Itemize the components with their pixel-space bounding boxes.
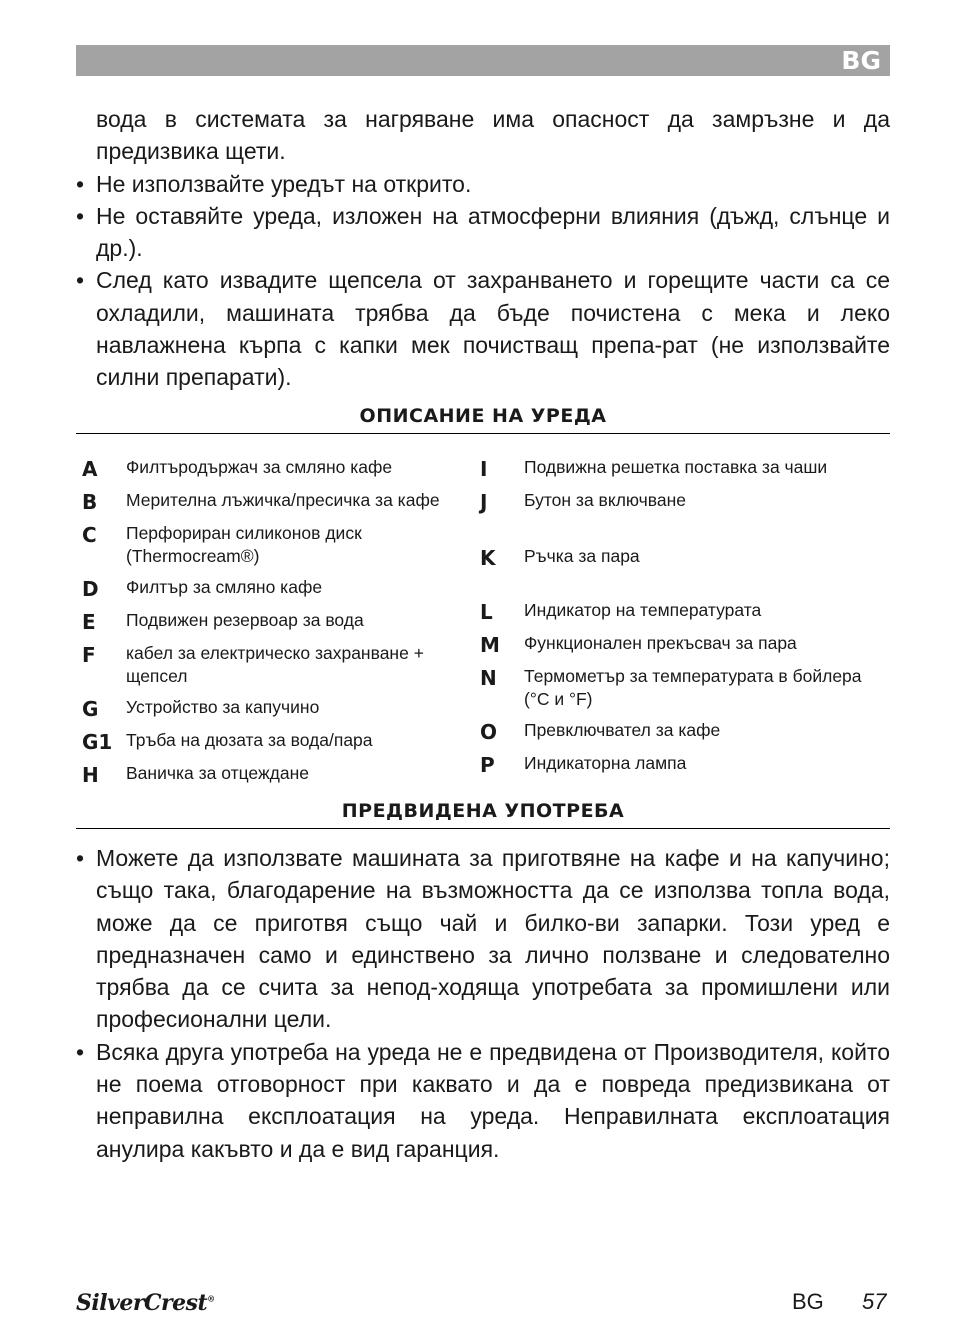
usage-bullet [76,1036,890,1165]
component-label: Устройство за капучино [126,697,320,717]
component-label: Филтъродържач за смляно кафе [126,457,393,477]
component-letter: A [82,457,98,481]
registered-mark: ® [207,1293,215,1304]
component-letter: N [480,666,497,690]
component-label: Ваничка за отцеждане [126,763,309,783]
bullet-text: Можете да използвате машината за приготвяне на кафе и на капучино; също така, благодарение на възможността да се използва топла вода, може да се приготвя също чай и билко-ви запарки. Този уред е предназначен само и единствено за лично ползване и следователно трябва да се счита за непод-ходяща употребата за промишлени или професионални цели. [96,845,890,1033]
component-list-right [480,456,890,785]
component-label: Тръба на дюзата за вода/пара [126,730,373,750]
component-letter: P [480,753,495,777]
component-row [480,456,890,481]
component-label: Мерителна лъжичка/пресичка за кафе [126,490,440,510]
component-row [82,522,462,568]
intro-bullet [76,264,890,393]
component-label: Превключвател за кафе [524,720,721,740]
component-letter: I [480,457,488,481]
component-label: Бутон за включване [524,490,686,510]
bullet-mark: • [76,1038,85,1065]
component-row [480,632,890,657]
silvercrest-logo [76,1290,215,1316]
component-letter: G1 [82,730,113,754]
component-label: Ръчка за пара [524,546,640,566]
component-letter: H [82,763,99,787]
component-row [82,576,462,601]
intro-continuation: вода в системата за нагряване има опасност да замръзне и да предизвика щети. [96,106,890,165]
usage-section [76,842,890,1165]
component-row [82,609,462,634]
header-bar [76,45,890,76]
component-row [480,752,890,777]
component-letter: M [480,633,500,657]
usage-divider [76,828,890,829]
component-letter: E [82,610,96,634]
usage-bullet [76,842,890,1036]
component-label: Подвижна решетка поставка за чаши [524,457,828,477]
component-row [82,642,462,688]
component-row [480,719,890,744]
bullet-mark: • [76,845,85,871]
component-label: Филтър за смляно кафе [126,577,323,597]
intro-bullet [76,200,890,265]
component-letter: D [82,577,99,601]
component-row [480,665,890,711]
component-label: кабел за електрическо захранване + щепсел [126,643,424,686]
component-label: Перфориран силиконов диск (Thermocream®) [126,523,362,566]
footer-language: BG [792,1289,824,1314]
bullet-mark: • [76,202,85,229]
bullet-text: След като извадите щепсела от захранването и горещите части са се охладили, машината трябва да бъде почистена с мека и леко навлажнена кърпа с капки мек почистващ препа-рат (не използвайте силни препарати). [96,267,890,391]
component-label: Термометър за температурата в бойлера (°C и °F) [524,666,862,709]
component-label: Индикаторна лампа [524,753,687,773]
component-row [82,456,462,481]
component-letter: J [480,490,488,514]
bullet-mark: • [76,267,85,294]
component-letter: G [82,697,99,721]
component-letter: C [82,523,97,547]
component-letter: B [82,490,98,514]
intro-section [76,103,890,394]
component-letter: F [82,643,96,667]
page-number: 57 [862,1289,887,1314]
usage-title: ПРЕДВИДЕНА УПОТРЕБА [341,800,625,822]
component-row [82,762,462,787]
component-list-left [82,456,462,795]
component-row [82,729,462,754]
language-badge: BG [841,46,881,75]
intro-bullet [76,168,890,200]
brand-name: SilverCrest [76,1290,208,1316]
component-label: Индикатор на температурата [524,600,762,620]
bullet-mark: • [76,170,85,197]
component-row [480,545,890,570]
component-label: Функционален прекъсвач за пара [524,633,797,653]
component-label: Подвижен резервоар за вода [126,610,364,630]
bullet-text: Всяка друга употреба на уреда не е предвидена от Производителя, който не поема отговорност при каквато и да е повреда предизвикана от неправилна експлоатация на уреда. Неправилната експлоатация анулира какъвто и да е вид гаранция. [96,1038,890,1162]
bullet-text: Не оставяйте уреда, изложен на атмосферни влияния (дъжд, слънце и др.). [96,202,890,262]
component-letter: L [480,600,493,624]
component-letter: O [480,720,498,744]
component-row [82,696,462,721]
component-row [82,489,462,514]
component-row [480,599,890,624]
component-row [480,489,890,514]
description-title: ОПИСАНИЕ НА УРЕДА [359,405,607,427]
bullet-text: Не използвайте уредът на открито. [96,170,472,197]
description-divider [76,433,890,434]
component-letter: K [480,546,496,570]
